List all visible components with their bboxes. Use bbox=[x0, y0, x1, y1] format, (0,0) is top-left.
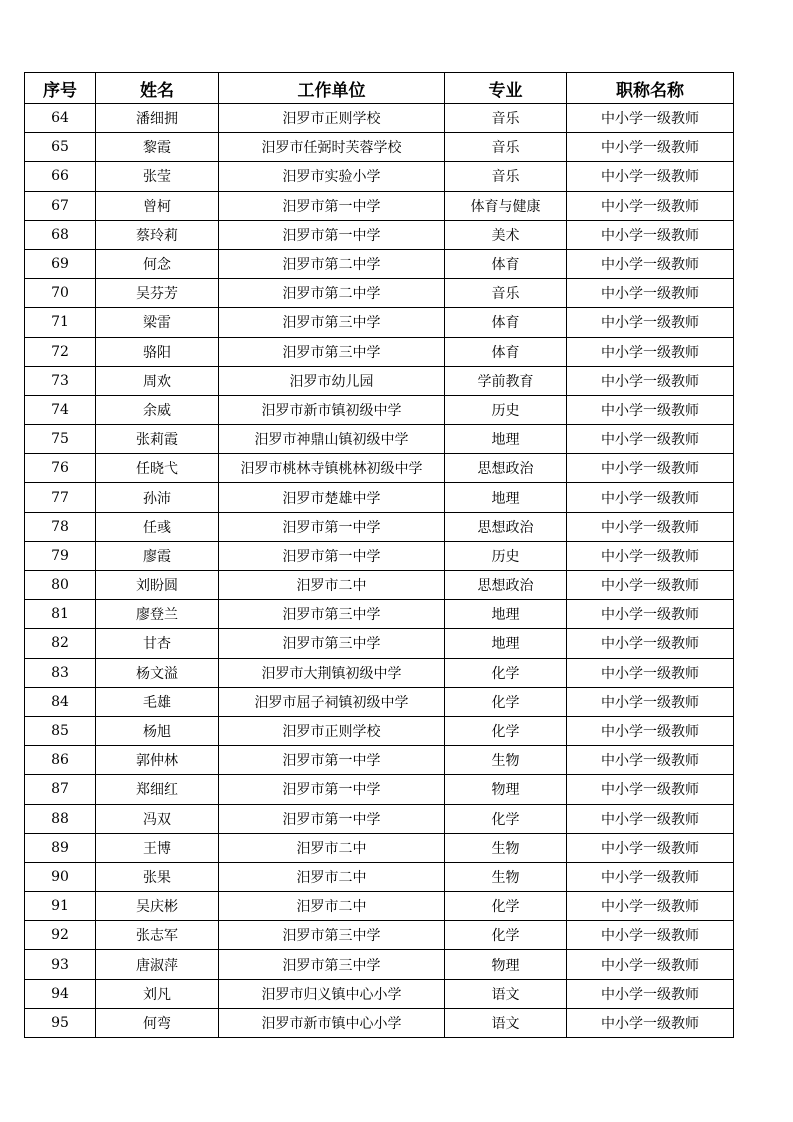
table-row bbox=[25, 1008, 734, 1037]
cell-subject: 化学 bbox=[445, 892, 567, 921]
table-body bbox=[25, 104, 734, 1038]
table-row bbox=[25, 395, 734, 424]
header-workplace: 工作单位 bbox=[219, 73, 445, 104]
cell-subject: 地理 bbox=[445, 629, 567, 658]
table-row bbox=[25, 191, 734, 220]
cell-index: 68 bbox=[25, 220, 96, 249]
cell-title: 中小学一级教师 bbox=[567, 337, 734, 366]
cell-title: 中小学一级教师 bbox=[567, 892, 734, 921]
cell-workplace: 汨罗市第一中学 bbox=[219, 775, 445, 804]
cell-subject: 体育 bbox=[445, 337, 567, 366]
table-row bbox=[25, 425, 734, 454]
cell-subject: 体育 bbox=[445, 308, 567, 337]
cell-title: 中小学一级教师 bbox=[567, 658, 734, 687]
cell-name: 甘杏 bbox=[96, 629, 219, 658]
cell-workplace: 汨罗市归义镇中心小学 bbox=[219, 979, 445, 1008]
cell-title: 中小学一级教师 bbox=[567, 512, 734, 541]
table-row bbox=[25, 600, 734, 629]
table-row bbox=[25, 833, 734, 862]
cell-title: 中小学一级教师 bbox=[567, 395, 734, 424]
cell-workplace: 汨罗市任弼时芙蓉学校 bbox=[219, 133, 445, 162]
cell-index: 93 bbox=[25, 950, 96, 979]
cell-name: 周欢 bbox=[96, 366, 219, 395]
cell-subject: 化学 bbox=[445, 716, 567, 745]
cell-index: 69 bbox=[25, 249, 96, 278]
cell-workplace: 汨罗市第二中学 bbox=[219, 249, 445, 278]
cell-workplace: 汨罗市第一中学 bbox=[219, 191, 445, 220]
cell-workplace: 汨罗市第三中学 bbox=[219, 921, 445, 950]
cell-workplace: 汨罗市二中 bbox=[219, 571, 445, 600]
cell-title: 中小学一级教师 bbox=[567, 775, 734, 804]
cell-index: 79 bbox=[25, 541, 96, 570]
table-row bbox=[25, 483, 734, 512]
cell-name: 王博 bbox=[96, 833, 219, 862]
header-title: 职称名称 bbox=[567, 73, 734, 104]
table-row bbox=[25, 746, 734, 775]
table-row bbox=[25, 454, 734, 483]
cell-name: 何念 bbox=[96, 249, 219, 278]
cell-title: 中小学一级教师 bbox=[567, 862, 734, 891]
cell-name: 曾柯 bbox=[96, 191, 219, 220]
cell-subject: 音乐 bbox=[445, 279, 567, 308]
cell-workplace: 汨罗市屈子祠镇初级中学 bbox=[219, 687, 445, 716]
cell-index: 80 bbox=[25, 571, 96, 600]
cell-name: 张果 bbox=[96, 862, 219, 891]
cell-title: 中小学一级教师 bbox=[567, 133, 734, 162]
cell-subject: 物理 bbox=[445, 950, 567, 979]
cell-workplace: 汨罗市第三中学 bbox=[219, 337, 445, 366]
cell-subject: 思想政治 bbox=[445, 454, 567, 483]
table-row bbox=[25, 104, 734, 133]
cell-subject: 思想政治 bbox=[445, 571, 567, 600]
cell-subject: 物理 bbox=[445, 775, 567, 804]
cell-index: 72 bbox=[25, 337, 96, 366]
cell-name: 郑细红 bbox=[96, 775, 219, 804]
cell-title: 中小学一级教师 bbox=[567, 366, 734, 395]
cell-title: 中小学一级教师 bbox=[567, 249, 734, 278]
cell-index: 87 bbox=[25, 775, 96, 804]
cell-index: 82 bbox=[25, 629, 96, 658]
cell-workplace: 汨罗市第一中学 bbox=[219, 220, 445, 249]
cell-subject: 生物 bbox=[445, 746, 567, 775]
cell-workplace: 汨罗市楚雄中学 bbox=[219, 483, 445, 512]
cell-workplace: 汨罗市神鼎山镇初级中学 bbox=[219, 425, 445, 454]
cell-subject: 地理 bbox=[445, 483, 567, 512]
cell-index: 65 bbox=[25, 133, 96, 162]
cell-subject: 思想政治 bbox=[445, 512, 567, 541]
cell-workplace: 汨罗市第一中学 bbox=[219, 746, 445, 775]
cell-workplace: 汨罗市第一中学 bbox=[219, 804, 445, 833]
cell-subject: 历史 bbox=[445, 395, 567, 424]
cell-subject: 化学 bbox=[445, 658, 567, 687]
cell-workplace: 汨罗市第一中学 bbox=[219, 541, 445, 570]
cell-subject: 音乐 bbox=[445, 133, 567, 162]
cell-workplace: 汨罗市幼儿园 bbox=[219, 366, 445, 395]
table-header-row bbox=[25, 73, 734, 104]
cell-index: 90 bbox=[25, 862, 96, 891]
cell-index: 86 bbox=[25, 746, 96, 775]
cell-subject: 音乐 bbox=[445, 104, 567, 133]
cell-subject: 体育与健康 bbox=[445, 191, 567, 220]
roster-table bbox=[24, 72, 734, 1038]
cell-index: 84 bbox=[25, 687, 96, 716]
cell-subject: 地理 bbox=[445, 425, 567, 454]
table-row bbox=[25, 804, 734, 833]
cell-title: 中小学一级教师 bbox=[567, 425, 734, 454]
cell-workplace: 汨罗市第三中学 bbox=[219, 629, 445, 658]
cell-workplace: 汨罗市正则学校 bbox=[219, 716, 445, 745]
cell-index: 91 bbox=[25, 892, 96, 921]
cell-index: 94 bbox=[25, 979, 96, 1008]
cell-workplace: 汨罗市新市镇中心小学 bbox=[219, 1008, 445, 1037]
cell-name: 廖登兰 bbox=[96, 600, 219, 629]
table-row bbox=[25, 337, 734, 366]
cell-workplace: 汨罗市第三中学 bbox=[219, 950, 445, 979]
cell-title: 中小学一级教师 bbox=[567, 716, 734, 745]
cell-title: 中小学一级教师 bbox=[567, 541, 734, 570]
cell-workplace: 汨罗市第二中学 bbox=[219, 279, 445, 308]
cell-subject: 生物 bbox=[445, 833, 567, 862]
cell-name: 梁雷 bbox=[96, 308, 219, 337]
cell-workplace: 汨罗市第一中学 bbox=[219, 512, 445, 541]
cell-index: 83 bbox=[25, 658, 96, 687]
cell-name: 张志军 bbox=[96, 921, 219, 950]
cell-subject: 历史 bbox=[445, 541, 567, 570]
cell-name: 唐淑萍 bbox=[96, 950, 219, 979]
cell-title: 中小学一级教师 bbox=[567, 1008, 734, 1037]
cell-title: 中小学一级教师 bbox=[567, 308, 734, 337]
cell-name: 任晓弋 bbox=[96, 454, 219, 483]
cell-index: 64 bbox=[25, 104, 96, 133]
cell-title: 中小学一级教师 bbox=[567, 746, 734, 775]
table-row bbox=[25, 979, 734, 1008]
cell-name: 廖霞 bbox=[96, 541, 219, 570]
cell-name: 刘凡 bbox=[96, 979, 219, 1008]
cell-name: 潘细拥 bbox=[96, 104, 219, 133]
cell-name: 余威 bbox=[96, 395, 219, 424]
cell-workplace: 汨罗市二中 bbox=[219, 892, 445, 921]
cell-workplace: 汨罗市二中 bbox=[219, 833, 445, 862]
cell-name: 张莉霞 bbox=[96, 425, 219, 454]
cell-name: 杨文溢 bbox=[96, 658, 219, 687]
cell-title: 中小学一级教师 bbox=[567, 279, 734, 308]
table-row bbox=[25, 687, 734, 716]
cell-workplace: 汨罗市第三中学 bbox=[219, 308, 445, 337]
cell-title: 中小学一级教师 bbox=[567, 921, 734, 950]
table-row bbox=[25, 133, 734, 162]
cell-index: 92 bbox=[25, 921, 96, 950]
cell-name: 刘盼圆 bbox=[96, 571, 219, 600]
cell-name: 骆阳 bbox=[96, 337, 219, 366]
cell-index: 75 bbox=[25, 425, 96, 454]
cell-title: 中小学一级教师 bbox=[567, 979, 734, 1008]
cell-name: 郭仲林 bbox=[96, 746, 219, 775]
cell-title: 中小学一级教师 bbox=[567, 629, 734, 658]
cell-index: 85 bbox=[25, 716, 96, 745]
cell-index: 67 bbox=[25, 191, 96, 220]
cell-name: 蔡玲莉 bbox=[96, 220, 219, 249]
cell-title: 中小学一级教师 bbox=[567, 483, 734, 512]
cell-title: 中小学一级教师 bbox=[567, 687, 734, 716]
cell-subject: 语文 bbox=[445, 1008, 567, 1037]
table-row bbox=[25, 892, 734, 921]
cell-subject: 美术 bbox=[445, 220, 567, 249]
table-row bbox=[25, 279, 734, 308]
cell-title: 中小学一级教师 bbox=[567, 220, 734, 249]
cell-index: 71 bbox=[25, 308, 96, 337]
cell-title: 中小学一级教师 bbox=[567, 104, 734, 133]
cell-title: 中小学一级教师 bbox=[567, 833, 734, 862]
cell-subject: 体育 bbox=[445, 249, 567, 278]
cell-subject: 生物 bbox=[445, 862, 567, 891]
cell-workplace: 汨罗市实验小学 bbox=[219, 162, 445, 191]
table-row bbox=[25, 308, 734, 337]
cell-workplace: 汨罗市第三中学 bbox=[219, 600, 445, 629]
cell-index: 88 bbox=[25, 804, 96, 833]
cell-name: 吴芬芳 bbox=[96, 279, 219, 308]
cell-workplace: 汨罗市二中 bbox=[219, 862, 445, 891]
table-row bbox=[25, 541, 734, 570]
cell-name: 毛雄 bbox=[96, 687, 219, 716]
cell-name: 何弯 bbox=[96, 1008, 219, 1037]
cell-subject: 学前教育 bbox=[445, 366, 567, 395]
cell-title: 中小学一级教师 bbox=[567, 804, 734, 833]
cell-name: 张莹 bbox=[96, 162, 219, 191]
table-row bbox=[25, 366, 734, 395]
cell-title: 中小学一级教师 bbox=[567, 162, 734, 191]
table-row bbox=[25, 249, 734, 278]
cell-index: 78 bbox=[25, 512, 96, 541]
table-row bbox=[25, 512, 734, 541]
table-row bbox=[25, 921, 734, 950]
cell-index: 89 bbox=[25, 833, 96, 862]
cell-index: 73 bbox=[25, 366, 96, 395]
cell-title: 中小学一级教师 bbox=[567, 600, 734, 629]
table-row bbox=[25, 629, 734, 658]
cell-index: 70 bbox=[25, 279, 96, 308]
table-row bbox=[25, 658, 734, 687]
cell-index: 66 bbox=[25, 162, 96, 191]
cell-title: 中小学一级教师 bbox=[567, 191, 734, 220]
cell-name: 冯双 bbox=[96, 804, 219, 833]
cell-workplace: 汨罗市新市镇初级中学 bbox=[219, 395, 445, 424]
cell-subject: 音乐 bbox=[445, 162, 567, 191]
cell-subject: 化学 bbox=[445, 687, 567, 716]
cell-index: 74 bbox=[25, 395, 96, 424]
table-row bbox=[25, 162, 734, 191]
cell-index: 81 bbox=[25, 600, 96, 629]
table-row bbox=[25, 716, 734, 745]
cell-subject: 化学 bbox=[445, 921, 567, 950]
table-row bbox=[25, 950, 734, 979]
cell-index: 95 bbox=[25, 1008, 96, 1037]
cell-subject: 语文 bbox=[445, 979, 567, 1008]
cell-subject: 化学 bbox=[445, 804, 567, 833]
cell-index: 76 bbox=[25, 454, 96, 483]
header-name: 姓名 bbox=[96, 73, 219, 104]
table-row bbox=[25, 775, 734, 804]
cell-title: 中小学一级教师 bbox=[567, 950, 734, 979]
cell-name: 孙沛 bbox=[96, 483, 219, 512]
cell-title: 中小学一级教师 bbox=[567, 454, 734, 483]
table-row bbox=[25, 571, 734, 600]
header-index: 序号 bbox=[25, 73, 96, 104]
cell-name: 黎霞 bbox=[96, 133, 219, 162]
table-row bbox=[25, 220, 734, 249]
cell-index: 77 bbox=[25, 483, 96, 512]
cell-title: 中小学一级教师 bbox=[567, 571, 734, 600]
cell-name: 杨旭 bbox=[96, 716, 219, 745]
cell-name: 任彧 bbox=[96, 512, 219, 541]
cell-subject: 地理 bbox=[445, 600, 567, 629]
cell-workplace: 汨罗市大荆镇初级中学 bbox=[219, 658, 445, 687]
cell-workplace: 汨罗市桃林寺镇桃林初级中学 bbox=[219, 454, 445, 483]
table-row bbox=[25, 862, 734, 891]
cell-workplace: 汨罗市正则学校 bbox=[219, 104, 445, 133]
header-subject: 专业 bbox=[445, 73, 567, 104]
cell-name: 吴庆彬 bbox=[96, 892, 219, 921]
